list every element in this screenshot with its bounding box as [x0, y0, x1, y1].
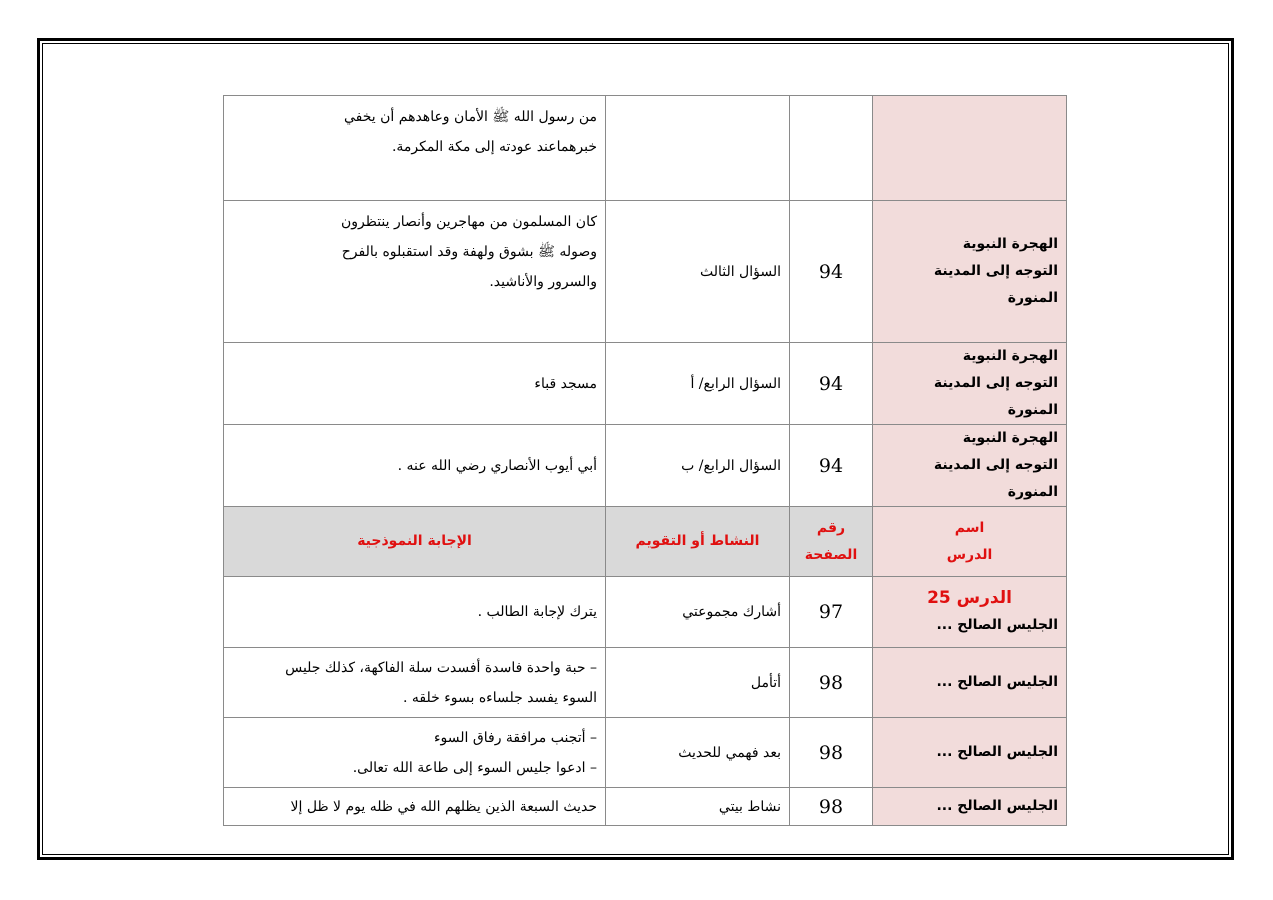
lesson-cell	[873, 343, 1067, 425]
lesson-title: الهجرة النبوية	[962, 236, 1058, 252]
answer-line: السوء يفسد جلساءه بسوء خلقه .	[402, 689, 597, 706]
activity-cell: السؤال الثالث	[606, 201, 790, 343]
answer-cell	[224, 718, 606, 788]
lessons-table	[223, 95, 1067, 826]
answer-line: أبي أيوب الأنصاري رضي الله عنه .	[397, 457, 597, 474]
answer-line: والسرور والأناشيد.	[489, 274, 597, 290]
lesson-number: الدرس 25	[927, 588, 1012, 608]
table-row	[224, 577, 1067, 648]
page-cell: 94	[790, 343, 873, 425]
answer-cell	[224, 788, 606, 826]
answer-cell	[224, 425, 606, 507]
lesson-title: الهجرة النبوية	[962, 430, 1058, 446]
answer-line: حديث السبعة الذين يظلهم الله في ظله يوم لا ظل إلا	[290, 798, 597, 815]
page-cell: 98	[790, 718, 873, 788]
page-cell: 98	[790, 648, 873, 718]
answer-line: وصوله ﷺ بشوق ولهفة وقد استقبلوه بالفرح	[341, 244, 597, 260]
header-model-answer: الإجابة النموذجية	[224, 507, 606, 577]
answer-cell	[224, 201, 606, 343]
page-cell: 94	[790, 201, 873, 343]
answer-line: خبرهماعند عودته إلى مكة المكرمة.	[391, 139, 597, 155]
header-label: الدرس	[946, 546, 993, 563]
lesson-subtitle: التوجه إلى المدينة المنورة	[933, 263, 1058, 306]
activity-cell: أتأمل	[606, 648, 790, 718]
lesson-cell	[873, 788, 1067, 826]
lesson-title: الجليس الصالح ...	[936, 798, 1058, 814]
answer-cell	[224, 648, 606, 718]
answer-cell	[224, 577, 606, 648]
lesson-cell	[873, 425, 1067, 507]
activity-cell: أشارك مجموعتي	[606, 577, 790, 648]
lesson-subtitle: التوجه إلى المدينة المنورة	[933, 375, 1058, 418]
lesson-title: الجليس الصالح ...	[936, 674, 1058, 690]
lesson-cell	[873, 96, 1067, 201]
page-cell: 97	[790, 577, 873, 648]
activity-cell: نشاط بيتي	[606, 788, 790, 826]
table-row	[224, 343, 1067, 425]
answer-line: – أتجنب مرافقة رفاق السوء	[433, 729, 597, 746]
lesson-title: الجليس الصالح ...	[936, 617, 1058, 633]
lesson-title: الجليس الصالح ...	[936, 744, 1058, 760]
answer-line: يترك لإجابة الطالب .	[477, 604, 597, 620]
header-page-number	[790, 507, 873, 577]
table-row	[224, 96, 1067, 201]
page-cell: 94	[790, 425, 873, 507]
activity-cell: السؤال الرابع/ أ	[606, 343, 790, 425]
table-row	[224, 425, 1067, 507]
header-label: اسم	[954, 519, 985, 536]
answer-line: – ادعوا جليس السوء إلى طاعة الله تعالى.	[352, 759, 597, 776]
answer-line: كان المسلمون من مهاجرين وأنصار ينتظرون	[340, 214, 597, 230]
page-cell	[790, 96, 873, 201]
lesson-subtitle: التوجه إلى المدينة المنورة	[933, 457, 1058, 500]
lesson-cell	[873, 648, 1067, 718]
header-label: رقم	[816, 519, 846, 536]
answer-line: من رسول الله ﷺ الأمان وعاهدهم أن يخفي	[344, 109, 597, 125]
lesson-cell	[873, 718, 1067, 788]
table-row	[224, 788, 1067, 826]
activity-cell	[606, 96, 790, 201]
table-row	[224, 718, 1067, 788]
activity-cell: السؤال الرابع/ ب	[606, 425, 790, 507]
header-lesson-name	[873, 507, 1067, 577]
table-header-row	[224, 507, 1067, 577]
answer-line: مسجد قباء	[534, 375, 597, 392]
answer-cell	[224, 343, 606, 425]
lesson-cell	[873, 577, 1067, 648]
page-cell: 98	[790, 788, 873, 826]
header-activity: النشاط أو التقويم	[606, 507, 790, 577]
header-label: الصفحة	[804, 546, 858, 563]
lesson-cell	[873, 201, 1067, 343]
table-row	[224, 201, 1067, 343]
lesson-title: الهجرة النبوية	[962, 348, 1058, 364]
activity-cell: بعد فهمي للحديث	[606, 718, 790, 788]
answer-line: – حبة واحدة فاسدة أفسدت سلة الفاكهة، كذلك جليس	[285, 659, 597, 676]
table-row	[224, 648, 1067, 718]
answer-cell	[224, 96, 606, 201]
